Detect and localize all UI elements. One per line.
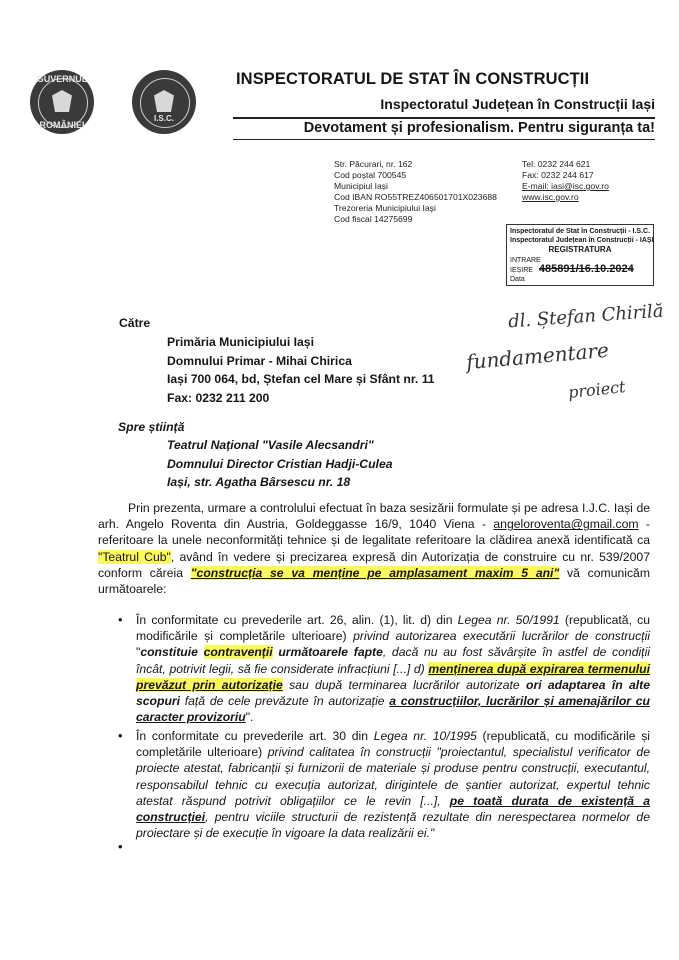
handwritten-note-1: fundamentare (465, 337, 610, 375)
header-divider (233, 117, 655, 119)
b2-text: (republicată, cu modificările și completările ulterioare) (136, 729, 650, 760)
b1-text: ". (245, 710, 254, 725)
cc-block (167, 436, 393, 492)
intro-text: , având în vedere și precizarea expresă din Autorizația de construire cu nr. 539/2007 conform căreia (98, 549, 650, 580)
cc-line: Teatrul Național "Vasile Alecsandri" (167, 438, 374, 452)
b1-text: față de cele prevăzute în autorizație (180, 694, 390, 709)
motto: Devotament și profesionalism. Pentru siguranța ta! (303, 120, 655, 136)
b2-underline: pe toată durata de existență a construcției (136, 793, 651, 825)
seal-top-text: GUVERNUL (36, 74, 88, 84)
header-divider-bottom (233, 139, 655, 140)
intro-text: Prin prezenta, urmare a controlului efectuat în baza sesizării formulate și pe adresa I.J.C. Iași de arh. Angelo Roventa din Austria, Goldeggasse 16/9, 1040 Viena - (98, 501, 650, 532)
address-line: Cod IBAN RO55TREZ406501701X023688 (334, 192, 497, 202)
address-line: Str. Păcurari, nr. 162 (334, 159, 413, 169)
intro-text: - referitoare la unele neconformități tehnice și de legalitate referitoare la clădirea anexă identificată ca (98, 517, 650, 548)
bullet-marker-empty: • (118, 839, 123, 854)
seal-bottom-text: ROMÂNIEI (39, 120, 85, 130)
registration-stamp (506, 224, 654, 286)
intro-paragraph (98, 500, 650, 597)
cc-line: Domnului Director Cristian Hadji-Culea (167, 456, 393, 471)
government-seal (30, 70, 94, 134)
stamp-intrare: INTRARE (510, 257, 541, 264)
b1-bold: următoarele fapte (272, 645, 383, 660)
b1-law: Legea nr. 50/1991 (457, 613, 560, 627)
isc-seal-text: I.S.C. (153, 114, 174, 123)
quoted-condition: "construcția se va menține pe amplasament maxim 5 ani" (190, 565, 560, 580)
recipient-line: Primăria Municipiului Iași (167, 335, 314, 349)
b1-quote: " (136, 645, 141, 660)
address-left (334, 159, 497, 225)
address-right (522, 159, 609, 203)
organization-name: INSPECTORATUL DE STAT ÎN CONSTRUCȚII (236, 70, 590, 88)
stamp-line: REGISTRATURA (548, 245, 612, 254)
email-link[interactable]: angeloroventa@gmail.com (493, 517, 639, 532)
phone: Tel: 0232 244 621 (522, 159, 591, 169)
b1-underline: a construcțiilor, lucrărilor și amenajărilor cu caracter provizoriu (136, 694, 650, 725)
b2-text: , pentru viciile structurii de rezistență rezultate din nerespectarea normelor de proiectare și de execuție în vigoare la data realizării ei." (136, 810, 650, 841)
theater-name: "Teatrul Cub" (98, 549, 171, 564)
b2-text: În conformitate cu prevederile art. 30 din (136, 729, 374, 743)
cc-label: Spre știință (118, 420, 185, 434)
address-line: Municipiul Iași (334, 181, 388, 191)
website: www.isc.gov.ro (522, 192, 579, 202)
stamp-exit-row (510, 265, 650, 275)
recipient-line: Domnului Primar - Mihai Chirica (167, 353, 352, 368)
bullet-marker: • (118, 612, 123, 627)
b1-highlight: contravenții (203, 645, 273, 660)
cc-line: Iași, str. Agatha Bârsescu nr. 18 (167, 475, 351, 489)
fax: Fax: 0232 244 617 (522, 170, 594, 180)
recipient-block (167, 333, 435, 407)
bullet-paragraph-2 (136, 728, 650, 841)
county-inspectorate: Inspectoratul Județean în Construcții Iași (380, 96, 655, 112)
intro-text: vă comunicăm următoarele: (98, 565, 650, 597)
b2-text: privind calitatea în construcții "proiectantul, specialistul verificator de proiecte atestat, fabricanții și furnizorii de materiale și produse pentru construcții, executantul, responsabilul tehnic cu execuția autorizat, dirigintele de șantier autorizat, expertul tehnic atestat răspund potrivit obligațiilor ce le revin [...], (136, 745, 650, 808)
b1-highlight-underline: menținerea după expirarea termenului prevăzut prin autorizație (136, 661, 650, 692)
isc-seal (132, 70, 196, 134)
recipient-line: Fax: 0232 211 200 (167, 390, 270, 405)
stamp-number: 485891/16.10.2024 (538, 263, 634, 275)
b1-bold: ori adaptarea în alte scopuri (136, 677, 650, 709)
b1-text: sau după terminarea lucrărilor autorizate (282, 677, 526, 692)
address-line: Cod fiscal 14275699 (334, 214, 413, 224)
b1-text: , dacă nu au fost săvârșite în astfel de condiții încât, potrivit legii, să fie considerate infracțiuni [...] d) (136, 645, 650, 676)
bullet-marker: • (118, 728, 123, 743)
bullet-paragraph-1 (136, 612, 650, 725)
address-line: Cod poștal 700545 (334, 170, 407, 180)
b1-text: În conformitate cu prevederile art. 26, alin. (1), lit. d) din (136, 613, 458, 627)
b1-title: privind autorizarea executării lucrărilor de construcții (353, 629, 650, 644)
email: E-mail: iasi@isc.gov.ro (522, 181, 609, 191)
stamp-line: Inspectoratul Județean în Construcții - IAȘI (510, 237, 654, 244)
b2-law: Legea nr. 10/1995 (373, 729, 477, 743)
recipient-line: Iași 700 064, bd, Ștefan cel Mare și Sfânt nr. 11 (167, 372, 435, 386)
b1-bold: constituie (140, 645, 204, 660)
recipient-label: Către (119, 316, 151, 330)
handwritten-note-2: proiect (567, 377, 627, 402)
b1-text: (republicată, cu modificările și completările ulterioare) (136, 613, 650, 644)
stamp-iesire: IEȘIRE (510, 267, 533, 274)
stamp-date: Data (510, 276, 525, 283)
stamp-line: Inspectoratul de Stat în Construcții - I.S.C. (510, 228, 651, 235)
handwritten-note-name: dl. Ștefan Chirilă (507, 300, 665, 333)
address-line: Trezoreria Municipiului Iași (334, 203, 436, 213)
